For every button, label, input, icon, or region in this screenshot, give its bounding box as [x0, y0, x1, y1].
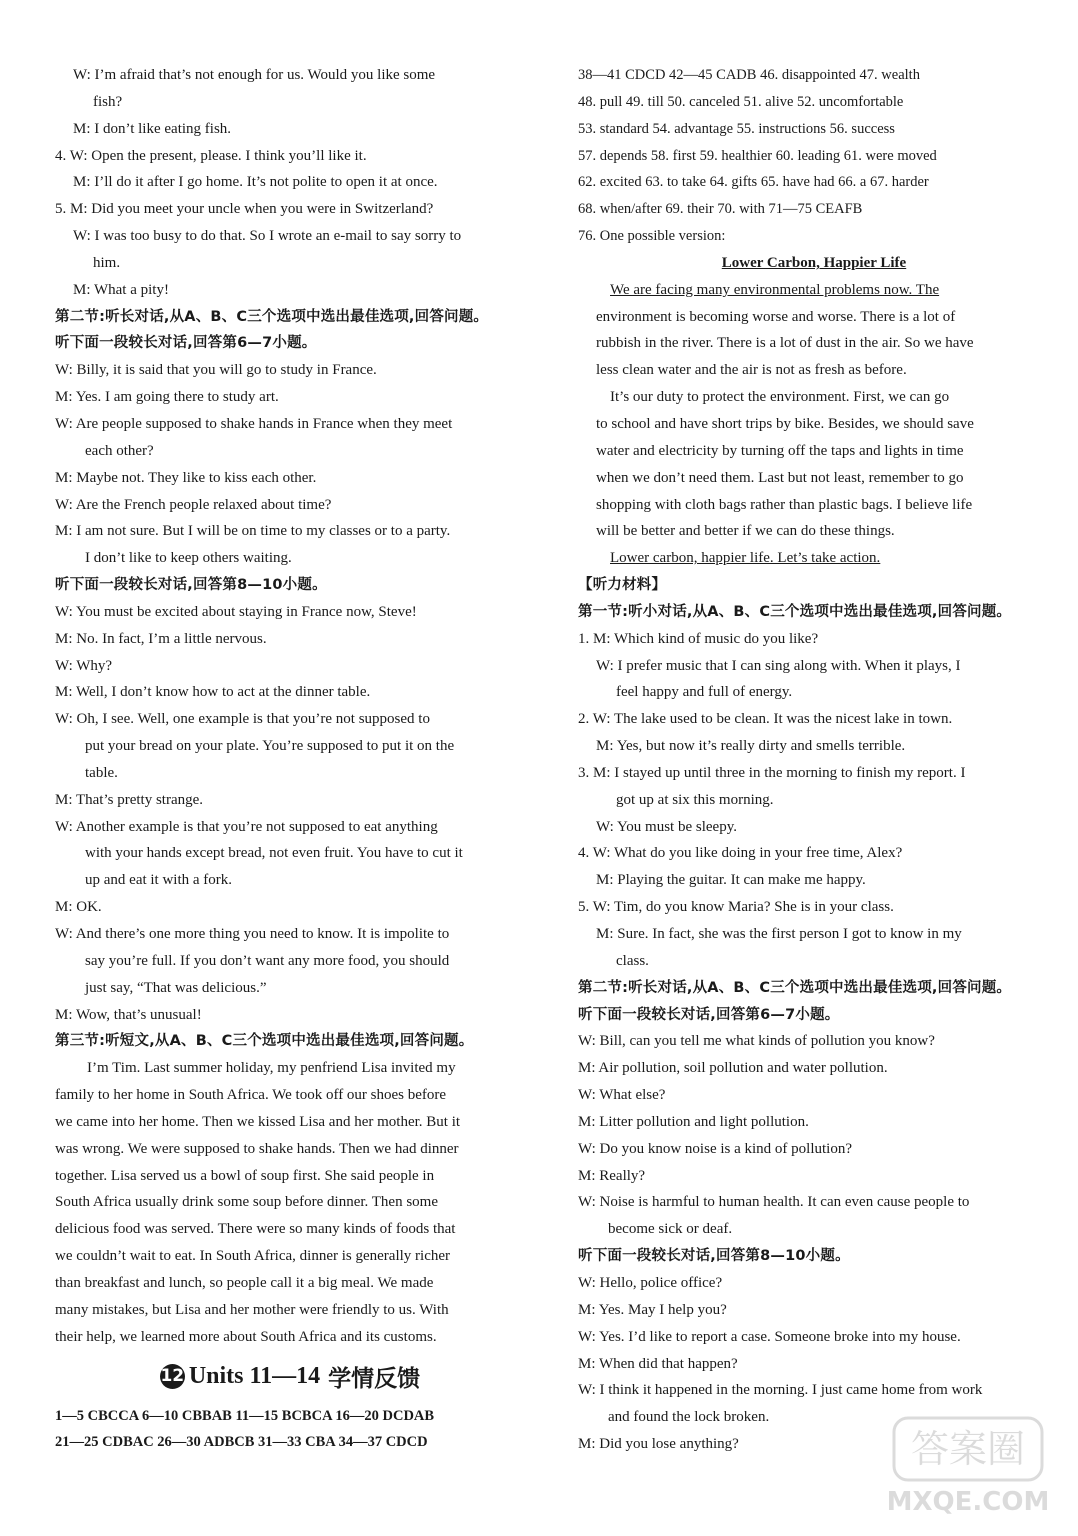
dialogue-line: M: Yes. May I help you?	[578, 1301, 727, 1318]
passage-line: than breakfast and lunch, so people call it a big meal. We made	[55, 1274, 434, 1291]
dialogue-line: W: I prefer music that I can sing along with. When it plays, I	[596, 657, 961, 674]
answer-key-line: 48. pull 49. till 50. canceled 51. alive 52. uncomfortable	[578, 93, 904, 110]
dialogue-line: say you’re full. If you don’t want any more food, you should	[85, 952, 450, 969]
essay-title: Lower Carbon, Happier Life	[721, 254, 907, 271]
dialogue-line: M: What a pity!	[73, 281, 169, 298]
section-heading: 第二节:听长对话,从A、B、C三个选项中选出最佳选项,回答问题。	[578, 979, 1012, 996]
essay-line: Lower carbon, happier life. Let’s take action.	[610, 550, 881, 567]
passage-line: together. Lisa served us a bowl of soup first. She said people in	[55, 1167, 435, 1184]
answer-key-line: 1—5 CBCCA 6—10 CBBAB 11—15 BCBCA 16—20 DCDAB	[55, 1407, 435, 1424]
passage-line: I’m Tim. Last summer holiday, my penfriend Lisa invited my	[87, 1060, 456, 1077]
dialogue-line: him.	[93, 254, 121, 271]
dialogue-line: M: Litter pollution and light pollution.	[578, 1113, 809, 1130]
dialogue-line: M: I don’t like eating fish.	[73, 120, 232, 137]
dialogue-line: M: Wow, that’s unusual!	[55, 1006, 202, 1023]
dialogue-line: W: What else?	[578, 1087, 666, 1104]
dialogue-line: W: I think it happened in the morning. I just came home from work	[578, 1382, 983, 1399]
dialogue-line: M: Yes, but now it’s really dirty and smells terrible.	[596, 738, 906, 755]
dialogue-line: W: Noise is harmful to human health. It can even cause people to	[578, 1194, 970, 1211]
dialogue-line: W: Billy, it is said that you will go to study in France.	[55, 362, 377, 379]
answer-key-line: 68. when/after 69. their 70. with 71—75 CEAFB	[578, 201, 863, 218]
answer-key-line: 38—41 CDCD 42—45 CADB 46. disappointed 47. wealth	[578, 67, 920, 83]
dialogue-line: 1. M: Which kind of music do you like?	[578, 630, 819, 647]
dialogue-line: W: Yes. I’d like to report a case. Someone broke into my house.	[578, 1328, 961, 1345]
section-heading: 第二节:听长对话,从A、B、C三个选项中选出最佳选项,回答问题。	[55, 308, 489, 325]
dialogue-line: W: Are people supposed to shake hands in France when they meet	[55, 415, 453, 432]
answer-key-line: 76. One possible version:	[578, 228, 726, 245]
unit-heading-text: Units 11—14	[188, 1363, 321, 1389]
passage-line: many mistakes, but Lisa and her mother were friendly to us. With	[55, 1301, 449, 1318]
passage-line: family to her home in South Africa. We took off our shoes before	[55, 1087, 447, 1104]
dialogue-line: I don’t like to keep others waiting.	[85, 550, 292, 567]
dialogue-line: W: Oh, I see. Well, one example is that you’re not supposed to	[55, 711, 430, 728]
dialogue-line: class.	[616, 952, 649, 969]
dialogue-line: W: You must be sleepy.	[596, 818, 737, 835]
dialogue-line: M: Well, I don’t know how to act at the dinner table.	[55, 684, 371, 701]
dialogue-line: W: You must be excited about staying in France now, Steve!	[55, 603, 417, 620]
unit-heading	[55, 1351, 525, 1403]
passage-line: we couldn’t wait to eat. In South Africa, dinner is generally richer	[55, 1248, 451, 1265]
section-instruction: 听下面一段较长对话,回答第6—7小题。	[55, 335, 317, 352]
dialogue-line: M: Did you lose anything?	[578, 1436, 739, 1453]
passage-line: we came into her home. Then we kissed Lisa and her mother. But it	[55, 1113, 461, 1130]
dialogue-line: just say, “That was delicious.”	[85, 979, 267, 996]
essay-line: environment is becoming worse and worse. There is a lot of	[596, 308, 956, 325]
dialogue-line: M: I’ll do it after I go home. It’s not polite to open it at once.	[73, 174, 438, 191]
dialogue-line: W: I’m afraid that’s not enough for us. Would you like some	[73, 67, 436, 83]
essay-line: It’s our duty to protect the environment. First, we can go	[610, 389, 950, 406]
dialogue-line: W: I was too busy to do that. So I wrote an e-mail to say sorry to	[73, 228, 462, 245]
dialogue-line: M: Playing the guitar. It can make me happy.	[596, 872, 866, 889]
passage-line: delicious food was served. There were so many kinds of foods that	[55, 1221, 456, 1238]
unit-heading-cjk: 学情反馈	[328, 1366, 421, 1392]
answer-key-line: 21—25 CDBAC 26—30 ADBCB 31—33 CBA 34—37 CDCD	[55, 1434, 428, 1451]
dialogue-line: M: Air pollution, soil pollution and water pollution.	[578, 1060, 888, 1077]
dialogue-line: 4. W: Open the present, please. I think you’ll like it.	[55, 147, 367, 164]
dialogue-line: W: Another example is that you’re not supposed to eat anything	[55, 818, 438, 835]
essay-line: when we don’t need them. Last but not least, remember to go	[596, 469, 964, 486]
answer-key-line: 53. standard 54. advantage 55. instructions 56. success	[578, 120, 895, 137]
dialogue-line: M: Maybe not. They like to kiss each other.	[55, 469, 317, 486]
passage-line: South Africa usually drink some soup before dinner. Then some	[55, 1194, 438, 1211]
dialogue-line: W: Hello, police office?	[578, 1274, 723, 1291]
dialogue-line: M: When did that happen?	[578, 1355, 738, 1372]
section-instruction: 听下面一段较长对话,回答第6—7小题。	[578, 1006, 840, 1023]
dialogue-line: 3. M: I stayed up until three in the morning to finish my report. I	[578, 764, 966, 781]
section-heading: 第一节:听小对话,从A、B、C三个选项中选出最佳选项,回答问题。	[578, 603, 1012, 620]
right-column	[578, 62, 1050, 1458]
dialogue-line: W: Do you know noise is a kind of pollution?	[578, 1140, 852, 1157]
watermark-logo	[888, 1414, 1048, 1524]
unit-number-badge: 12	[160, 1364, 185, 1389]
essay-line: to school and have short trips by bike. Besides, we should save	[596, 415, 974, 432]
svg-text:答案圈: 答案圈	[910, 1427, 1026, 1471]
essay-line: less clean water and the air is not as fresh as before.	[596, 362, 907, 379]
dialogue-line: M: Yes. I am going there to study art.	[55, 389, 279, 406]
dialogue-line: and found the lock broken.	[608, 1409, 770, 1426]
dialogue-line: W: And there’s one more thing you need to know. It is impolite to	[55, 926, 450, 942]
dialogue-line: fish?	[93, 93, 123, 110]
dialogue-line: M: Really?	[578, 1167, 646, 1184]
listening-material-heading: 【听力材料】	[578, 577, 667, 594]
dialogue-line: M: Sure. In fact, she was the first person I got to know in my	[596, 926, 962, 942]
essay-line: water and electricity by turning off the taps and lights in time	[596, 442, 964, 459]
section-heading: 第三节:听短文,从A、B、C三个选项中选出最佳选项,回答问题。	[55, 1033, 474, 1050]
passage-line: their help, we learned more about South Africa and its customs.	[55, 1328, 437, 1345]
essay-line: We are facing many environmental problems now. The	[610, 281, 940, 298]
dialogue-line: M: I am not sure. But I will be on time to my classes or to a party.	[55, 523, 451, 540]
answer-key-line: 62. excited 63. to take 64. gifts 65. have had 66. a 67. harder	[578, 174, 929, 191]
dialogue-line: 5. W: Tim, do you know Maria? She is in your class.	[578, 899, 894, 916]
dialogue-line: M: That’s pretty strange.	[55, 791, 204, 808]
dialogue-line: W: Why?	[55, 657, 113, 674]
answer-key-line: 57. depends 58. first 59. healthier 60. leading 61. were moved	[578, 147, 937, 164]
dialogue-line: table.	[85, 764, 118, 781]
essay-line: will be better and better if we can do these things.	[596, 523, 895, 540]
dialogue-line: got up at six this morning.	[616, 791, 774, 808]
dialogue-line: 5. M: Did you meet your uncle when you were in Switzerland?	[55, 201, 434, 218]
essay-line: shopping with cloth bags rather than plastic bags. I believe life	[596, 496, 973, 513]
section-instruction: 听下面一段较长对话,回答第8—10小题。	[55, 577, 327, 594]
passage-line: was wrong. We were supposed to shake hands. Then we had dinner	[55, 1140, 459, 1157]
dialogue-line: W: Bill, can you tell me what kinds of pollution you know?	[578, 1033, 935, 1050]
dialogue-line: become sick or deaf.	[608, 1221, 733, 1238]
dialogue-line: each other?	[85, 442, 154, 459]
dialogue-line: feel happy and full of energy.	[616, 684, 793, 701]
left-column	[55, 62, 525, 1456]
dialogue-line: put your bread on your plate. You’re supposed to put it on the	[85, 738, 455, 755]
essay-line: rubbish in the river. There is a lot of dust in the air. So we have	[596, 335, 974, 352]
dialogue-line: 4. W: What do you like doing in your free time, Alex?	[578, 845, 903, 862]
dialogue-line: up and eat it with a fork.	[85, 872, 233, 889]
dialogue-line: M: No. In fact, I’m a little nervous.	[55, 630, 267, 647]
dialogue-line: M: OK.	[55, 899, 102, 916]
dialogue-line: with your hands except bread, not even fruit. You have to cut it	[85, 845, 463, 862]
section-instruction: 听下面一段较长对话,回答第8—10小题。	[578, 1248, 850, 1265]
svg-text:MXQE.COM: MXQE.COM	[888, 1487, 1048, 1517]
dialogue-line: W: Are the French people relaxed about time?	[55, 496, 332, 513]
dialogue-line: 2. W: The lake used to be clean. It was the nicest lake in town.	[578, 711, 953, 728]
